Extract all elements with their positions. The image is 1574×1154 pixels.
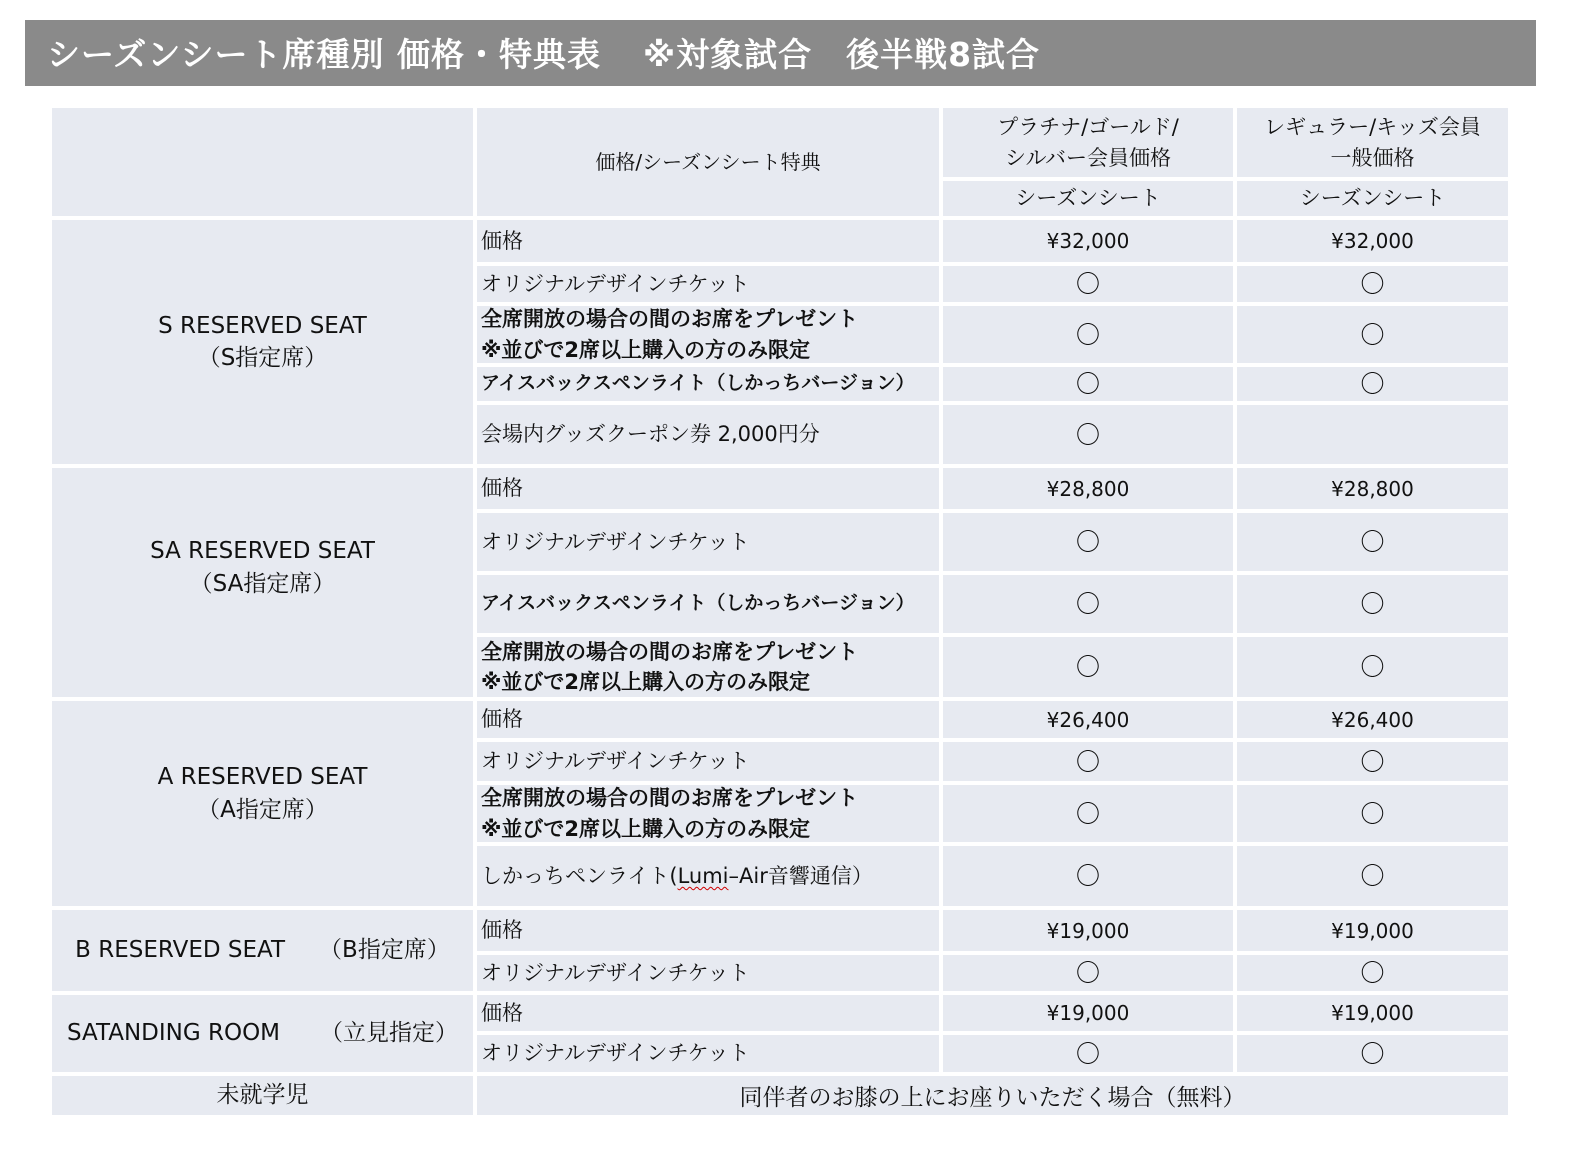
spellcheck-underlined-word: Lumi (677, 863, 729, 888)
b-benefit-ticket-general: 〇 (1237, 955, 1508, 991)
a-benefit-seat-present-general: 〇 (1237, 785, 1508, 842)
sa-benefit-penlight-member: 〇 (943, 575, 1233, 633)
s-benefit-ticket-member: 〇 (943, 266, 1233, 302)
standing-price-member: ¥19,000 (943, 995, 1233, 1031)
header-general-season-seat: シーズンシート (1237, 181, 1508, 216)
section-label-a: A RESERVED SEAT （A指定席） (52, 701, 473, 906)
header-member-price-column: プラチナ/ゴールド/ シルバー会員価格 (943, 108, 1233, 177)
section-label-b: B RESERVED SEAT （B指定席） (52, 910, 473, 991)
a-benefit-penlight-lumi-general: 〇 (1237, 846, 1508, 906)
section-label-sa: SA RESERVED SEAT （SA指定席） (52, 468, 473, 697)
s-benefit-penlight: アイスバックスペンライト（しかっちバージョン） (477, 367, 939, 401)
standing-benefit-ticket-member: 〇 (943, 1035, 1233, 1072)
sa-benefit-seat-present-member: 〇 (943, 637, 1233, 697)
s-benefit-seat-present-general: 〇 (1237, 306, 1508, 363)
s-price-general: ¥32,000 (1237, 220, 1508, 262)
header-general-price-column: レギュラー/キッズ会員 一般価格 (1237, 108, 1508, 177)
b-benefit-ticket: オリジナルデザインチケット (477, 955, 939, 991)
a-price-member: ¥26,400 (943, 701, 1233, 738)
sa-benefit-penlight-general: 〇 (1237, 575, 1508, 633)
b-price-member: ¥19,000 (943, 910, 1233, 951)
a-benefit-ticket: オリジナルデザインチケット (477, 742, 939, 781)
s-benefit-goods-coupon: 会場内グッズクーポン券 2,000円分 (477, 405, 939, 464)
s-price-label: 価格 (477, 220, 939, 262)
a-price-label: 価格 (477, 701, 939, 738)
section-label-s: S RESERVED SEAT （S指定席） (52, 220, 473, 464)
b-price-label: 価格 (477, 910, 939, 951)
b-benefit-ticket-member: 〇 (943, 955, 1233, 991)
a-benefit-penlight-lumi: しかっちペンライト( Lumi –Air音響通信） (477, 846, 939, 906)
sa-benefit-ticket: オリジナルデザインチケット (477, 513, 939, 571)
header-member-season-seat: シーズンシート (943, 181, 1233, 216)
a-benefit-seat-present-member: 〇 (943, 785, 1233, 842)
s-benefit-ticket-general: 〇 (1237, 266, 1508, 302)
a-benefit-penlight-lumi-member: 〇 (943, 846, 1233, 906)
a-benefit-ticket-general: 〇 (1237, 742, 1508, 781)
s-price-member: ¥32,000 (943, 220, 1233, 262)
s-benefit-goods-coupon-member: 〇 (943, 405, 1233, 464)
a-benefit-seat-present: 全席開放の場合の間のお席をプレゼント ※並びで2席以上購入の方のみ限定 (477, 785, 939, 842)
s-benefit-ticket: オリジナルデザインチケット (477, 266, 939, 302)
title-bar (25, 20, 1536, 86)
preschool-note: 同伴者のお膝の上にお座りいただく場合（無料） (477, 1076, 1508, 1115)
standing-price-general: ¥19,000 (1237, 995, 1508, 1031)
s-benefit-goods-coupon-general (1237, 405, 1508, 464)
sa-benefit-seat-present: 全席開放の場合の間のお席をプレゼント ※並びで2席以上購入の方のみ限定 (477, 637, 939, 697)
sa-price-member: ¥28,800 (943, 468, 1233, 509)
s-benefit-penlight-member: 〇 (943, 367, 1233, 401)
sa-benefit-ticket-member: 〇 (943, 513, 1233, 571)
section-label-preschool: 未就学児 (52, 1076, 473, 1115)
s-benefit-seat-present-member: 〇 (943, 306, 1233, 363)
standing-price-label: 価格 (477, 995, 939, 1031)
sa-benefit-penlight: アイスバックスペンライト（しかっちバージョン） (477, 575, 939, 633)
section-label-standing: SATANDING ROOM （立見指定） (52, 995, 473, 1072)
b-price-general: ¥19,000 (1237, 910, 1508, 951)
header-benefit-column: 価格/シーズンシート特典 (477, 108, 939, 216)
sa-price-label: 価格 (477, 468, 939, 509)
a-benefit-ticket-member: 〇 (943, 742, 1233, 781)
s-benefit-penlight-general: 〇 (1237, 367, 1508, 401)
page-title: シーズンシート席種別 価格・特典表 (47, 35, 602, 74)
sa-price-general: ¥28,800 (1237, 468, 1508, 509)
s-benefit-seat-present: 全席開放の場合の間のお席をプレゼント ※並びで2席以上購入の方のみ限定 (477, 306, 939, 363)
page-title-note: ※対象試合 後半戦8試合 (643, 35, 1041, 74)
a-price-general: ¥26,400 (1237, 701, 1508, 738)
header-empty-cell (52, 108, 473, 216)
sa-benefit-ticket-general: 〇 (1237, 513, 1508, 571)
standing-benefit-ticket: オリジナルデザインチケット (477, 1035, 939, 1072)
sa-benefit-seat-present-general: 〇 (1237, 637, 1508, 697)
standing-benefit-ticket-general: 〇 (1237, 1035, 1508, 1072)
